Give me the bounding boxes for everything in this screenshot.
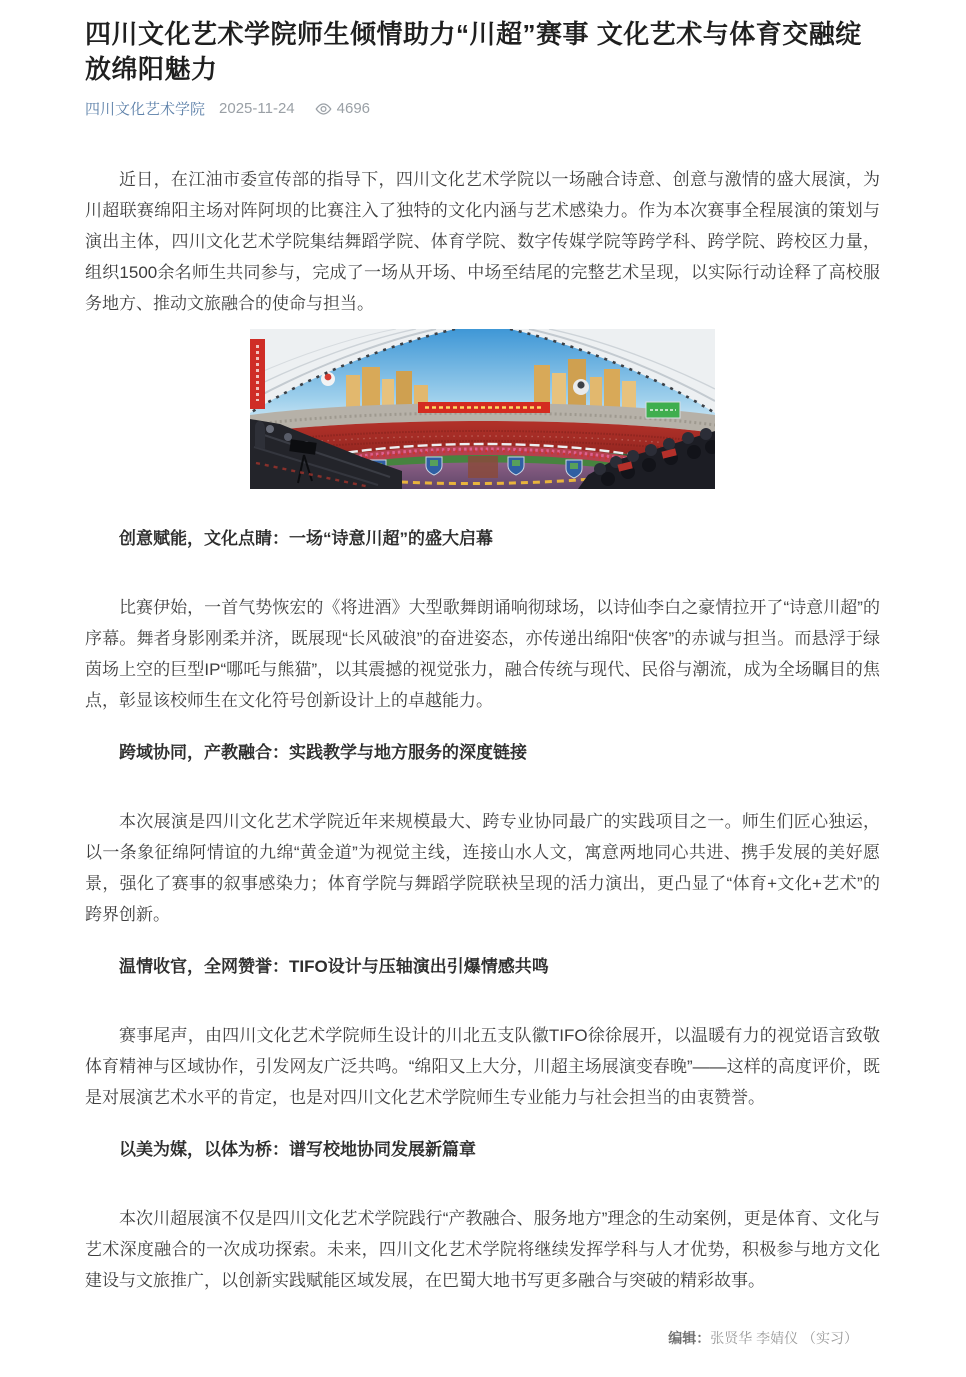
- view-counter: [315, 100, 370, 117]
- editor-names: 张贤华 李婧仪 （实习）: [710, 1330, 858, 1346]
- page-title: 四川文化艺术学院师生倾情助力“川超”赛事 文化艺术与体育交融绽放绵阳魅力: [85, 19, 862, 84]
- view-count: 4696: [336, 100, 371, 117]
- article-photo: [250, 329, 715, 489]
- section-heading-2: 跨域协同，产教融合：实践教学与地方服务的深度链接: [119, 743, 527, 762]
- article-page: [85, 17, 880, 1348]
- section-body-4: 本次川超展演不仅是四川文化艺术学院践行“产教融合、服务地方”理念的生动案例，更是体育、文化与艺术深度融合的一次成功探索。未来，四川文化艺术学院将继续发挥学科与人才优势，积极参与地方文化建设与文旅推广，以创新实践赋能区域发展，在巴蜀大地书写更多融合与突破的精彩故事。: [85, 1209, 880, 1290]
- section-heading-3: 温情收官，全网赞誉：TIFO设计与压轴演出引爆情感共鸣: [119, 957, 549, 976]
- source-link[interactable]: 四川文化艺术学院: [85, 101, 206, 118]
- editor-credit: [85, 1328, 858, 1348]
- section-body-3: 赛事尾声，由四川文化艺术学院师生设计的川北五支队徽TIFO徐徐展开，以温暖有力的视觉语言致敬体育精神与区域协作，引发网友广泛共鸣。“绵阳又上大分，川超主场展演变春晚”——这样的高度评价，既是对展演艺术水平的肯定，也是对四川文化艺术学院师生专业能力与社会担当的由衷赞誉。: [85, 1026, 880, 1107]
- publish-date: 2025-11-24: [219, 100, 295, 117]
- section-body-2: 本次展演是四川文化艺术学院近年来规模最大、跨专业协同最广的实践项目之一。师生们匠心独运，以一条象征绵阿情谊的九绵“黄金道”为视觉主线，连接山水人文，寓意两地同心共进、携手发展的美好愿景，强化了赛事的叙事感染力；体育学院与舞蹈学院联袂呈现的活力演出，更凸显了“体育+文化+艺术”的跨界创新。: [85, 812, 880, 924]
- editor-label: 编辑：: [668, 1330, 711, 1346]
- stadium-panorama-image: [250, 329, 715, 489]
- section-body-1: 比赛伊始，一首气势恢宏的《将进酒》大型歌舞朗诵响彻球场，以诗仙李白之豪情拉开了“诗意川超”的序幕。舞者身影刚柔并济，既展现“长风破浪”的奋进姿态，亦传递出绵阳“侠客”的赤诚与担当。而悬浮于绿茵场上空的巨型IP“哪吒与熊猫”，以其震撼的视觉张力，融合传统与现代、民俗与潮流，成为全场瞩目的焦点，彰显该校师生在文化符号创新设计上的卓越能力。: [85, 598, 880, 710]
- byline: [85, 98, 880, 119]
- section-heading-4: 以美为媒，以体为桥：谱写校地协同发展新篇章: [119, 1140, 476, 1159]
- section-heading-1: 创意赋能，文化点睛：一场“诗意川超”的盛大启幕: [119, 529, 493, 548]
- paragraph-intro: 近日，在江油市委宣传部的指导下，四川文化艺术学院以一场融合诗意、创意与激情的盛大展演，为川超联赛绵阳主场对阵阿坝的比赛注入了独特的文化内涵与艺术感染力。作为本次赛事全程展演的策划与演出主体，四川文化艺术学院集结舞蹈学院、体育学院、数字传媒学院等跨学科、跨学院、跨校区力量，组织1500余名师生共同参与，完成了一场从开场、中场至结尾的完整艺术呈现，以实际行动诠释了高校服务地方、推动文旅融合的使命与担当。: [85, 170, 880, 313]
- eye-icon: [315, 102, 332, 116]
